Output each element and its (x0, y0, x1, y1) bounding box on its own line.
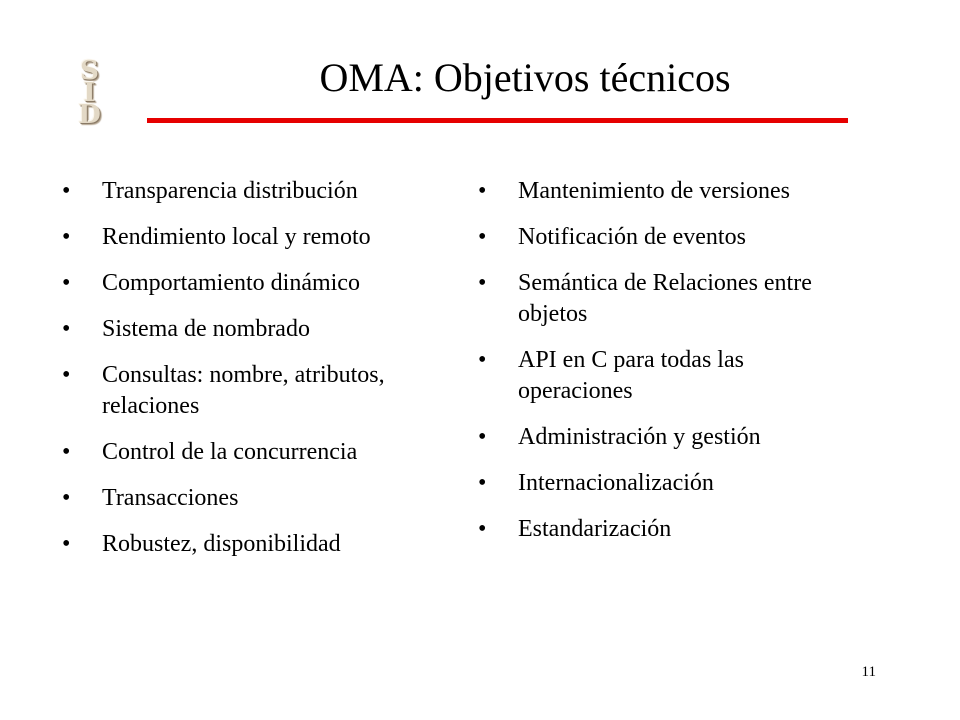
bullet-icon: • (478, 224, 487, 250)
logo-letter-d: D (78, 100, 102, 130)
bullet-icon: • (62, 270, 71, 296)
bullet-list-left (62, 176, 447, 575)
list-item-text: Rendimiento local y remoto (102, 224, 371, 250)
list-item (478, 222, 858, 253)
list-item-text: Administración y gestión (518, 424, 761, 450)
list-item-text: Notificación de eventos (518, 224, 746, 250)
list-item (62, 529, 447, 560)
sid-logo (62, 56, 118, 130)
list-item (478, 345, 858, 407)
list-item (62, 176, 447, 207)
list-item-text: Mantenimiento de versiones (518, 178, 790, 204)
list-item (62, 437, 447, 468)
bullet-icon: • (478, 270, 487, 296)
page-number: 11 (861, 664, 876, 680)
bullet-icon: • (478, 347, 487, 373)
list-item-text: Internacionalización (518, 470, 714, 496)
title-underline (147, 118, 848, 123)
list-item-text: API en C para todas las operaciones (518, 347, 744, 404)
list-item-text: Transacciones (102, 485, 239, 511)
list-item (62, 483, 447, 514)
bullet-icon: • (478, 516, 487, 542)
list-item (478, 268, 858, 330)
list-item (62, 268, 447, 299)
bullet-icon: • (62, 531, 71, 557)
logo-letter-i: I (83, 78, 97, 108)
list-item (62, 314, 447, 345)
list-item-text: Semántica de Relaciones entre objetos (518, 270, 812, 327)
logo-letter-s: S (80, 56, 100, 86)
bullet-list-right (478, 176, 858, 560)
list-item (62, 360, 447, 422)
bullet-icon: • (62, 224, 71, 250)
list-item (478, 514, 858, 545)
bullet-icon: • (478, 178, 487, 204)
list-item-text: Control de la concurrencia (102, 439, 358, 465)
list-item-text: Robustez, disponibilidad (102, 531, 341, 557)
list-item-text: Sistema de nombrado (102, 316, 310, 342)
list-item (478, 468, 858, 499)
list-item (478, 176, 858, 207)
slide-title: OMA: Objetivos técnicos (319, 55, 731, 100)
bullet-icon: • (62, 485, 71, 511)
list-item (478, 422, 858, 453)
list-item-text: Transparencia distribución (102, 178, 358, 204)
list-item-text: Consultas: nombre, atributos, relaciones (102, 362, 385, 419)
bullet-icon: • (478, 470, 487, 496)
list-item-text: Estandarización (518, 516, 672, 542)
bullet-icon: • (62, 178, 71, 204)
bullet-icon: • (62, 439, 71, 465)
list-item-text: Comportamiento dinámico (102, 270, 360, 296)
bullet-icon: • (62, 362, 71, 388)
bullet-icon: • (478, 424, 487, 450)
list-item (62, 222, 447, 253)
bullet-icon: • (62, 316, 71, 342)
